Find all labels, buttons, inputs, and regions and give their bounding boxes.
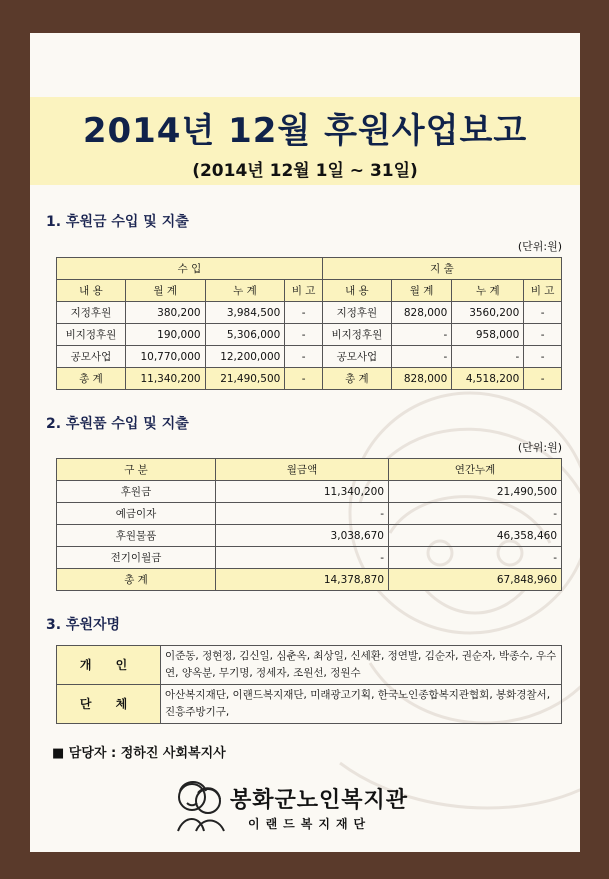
table-cell: - <box>285 324 323 346</box>
section1-heading: 1. 후원금 수입 및 지출 <box>46 214 189 230</box>
table-cell: - <box>391 346 451 368</box>
table-row <box>57 302 562 324</box>
table-cell: - <box>391 324 451 346</box>
individual-names: 이준동, 정현정, 김신일, 심춘옥, 최상일, 신세환, 정연발, 김순자, 권순자, 박종수, 우수연, 양옥분, 무기명, 정세자, 조원선, 정원수 <box>161 646 562 685</box>
logo <box>170 773 450 843</box>
table-cell: 828,000 <box>391 302 451 324</box>
column-header: 월 계 <box>125 280 205 302</box>
logo-name: 봉화군노인복지관 <box>230 788 409 813</box>
table-row <box>57 646 562 685</box>
table-cell: - <box>389 503 562 525</box>
table-cell: - <box>285 368 323 390</box>
group-label: 단 체 <box>57 685 161 724</box>
table-cell: - <box>216 547 389 569</box>
column-header: 내 용 <box>322 280 391 302</box>
table-cell: 전기이월금 <box>57 547 216 569</box>
table-cell: - <box>389 547 562 569</box>
table-cell: - <box>524 368 562 390</box>
group-names: 아산복지재단, 이랜드복지재단, 미래광고기획, 한국노인종합복지관협회, 봉화경찰서, 진흥주방기구, <box>161 685 562 724</box>
column-header: 구 분 <box>57 459 216 481</box>
section2-heading: 2. 후원품 수입 및 지출 <box>46 416 189 432</box>
total-row <box>57 569 562 591</box>
table-cell: 11,340,200 <box>216 481 389 503</box>
logo-subtitle: 이랜드복지재단 <box>248 817 372 831</box>
page-subtitle: (2014년 12월 1일 ~ 31일) <box>192 161 418 181</box>
table-cell: 190,000 <box>125 324 205 346</box>
expense-header: 지 출 <box>322 258 561 280</box>
table-cell: 4,518,200 <box>452 368 524 390</box>
page-title: 2014년 12월 후원사업보고 <box>82 111 528 151</box>
table-cell: 380,200 <box>125 302 205 324</box>
table-row <box>57 346 562 368</box>
table-cell: 11,340,200 <box>125 368 205 390</box>
table-cell: 총 계 <box>322 368 391 390</box>
donor-names-table <box>56 645 562 724</box>
table-cell: 21,490,500 <box>389 481 562 503</box>
column-header: 내 용 <box>57 280 126 302</box>
table-cell: - <box>524 324 562 346</box>
table-cell: 지정후원 <box>322 302 391 324</box>
table-cell: 공모사업 <box>57 346 126 368</box>
table-cell: - <box>216 503 389 525</box>
table-cell: - <box>285 346 323 368</box>
table-cell: 후원물품 <box>57 525 216 547</box>
table-row <box>57 481 562 503</box>
table-cell: 5,306,000 <box>205 324 285 346</box>
goods-income-table <box>56 458 562 591</box>
table-cell: 828,000 <box>391 368 451 390</box>
table-cell: 비지정후원 <box>57 324 126 346</box>
contact-person: ■ 담당자 : 정하진 사회복지사 <box>52 746 226 761</box>
table-cell: 10,770,000 <box>125 346 205 368</box>
unit-label-1: (단위:원) <box>517 240 562 253</box>
table-cell: 14,378,870 <box>216 569 389 591</box>
column-header: 월금액 <box>216 459 389 481</box>
table-row <box>57 547 562 569</box>
table-cell: 21,490,500 <box>205 368 285 390</box>
table-cell: 3560,200 <box>452 302 524 324</box>
column-header: 누 계 <box>205 280 285 302</box>
column-header: 연간누계 <box>389 459 562 481</box>
table-row <box>57 324 562 346</box>
table-cell: 후원금 <box>57 481 216 503</box>
individual-label: 개 인 <box>57 646 161 685</box>
table-cell: - <box>524 302 562 324</box>
table-cell: 비지정후원 <box>322 324 391 346</box>
table-cell: 총 계 <box>57 368 126 390</box>
table-cell: - <box>285 302 323 324</box>
donation-income-expense-table <box>56 257 562 390</box>
table-cell: 12,200,000 <box>205 346 285 368</box>
unit-label-2: (단위:원) <box>517 441 562 454</box>
income-header: 수 입 <box>57 258 323 280</box>
table-cell: 67,848,960 <box>389 569 562 591</box>
table-cell: 46,358,460 <box>389 525 562 547</box>
table-cell: 총 계 <box>57 569 216 591</box>
column-header: 누 계 <box>452 280 524 302</box>
column-header: 월 계 <box>391 280 451 302</box>
table-cell: 3,038,670 <box>216 525 389 547</box>
table-cell: - <box>524 346 562 368</box>
table-cell: - <box>452 346 524 368</box>
logo-elderly-couple-icon <box>170 773 228 835</box>
section3-heading: 3. 후원자명 <box>46 617 121 633</box>
column-header: 비 고 <box>285 280 323 302</box>
table-row <box>57 525 562 547</box>
table-cell: 예금이자 <box>57 503 216 525</box>
total-row <box>57 368 562 390</box>
watermark-elderly-illustration <box>300 363 580 823</box>
column-header: 비 고 <box>524 280 562 302</box>
table-cell: 공모사업 <box>322 346 391 368</box>
table-row <box>57 503 562 525</box>
report-page <box>30 33 580 852</box>
table-cell: 958,000 <box>452 324 524 346</box>
table-cell: 지정후원 <box>57 302 126 324</box>
table-row <box>57 685 562 724</box>
table-cell: 3,984,500 <box>205 302 285 324</box>
